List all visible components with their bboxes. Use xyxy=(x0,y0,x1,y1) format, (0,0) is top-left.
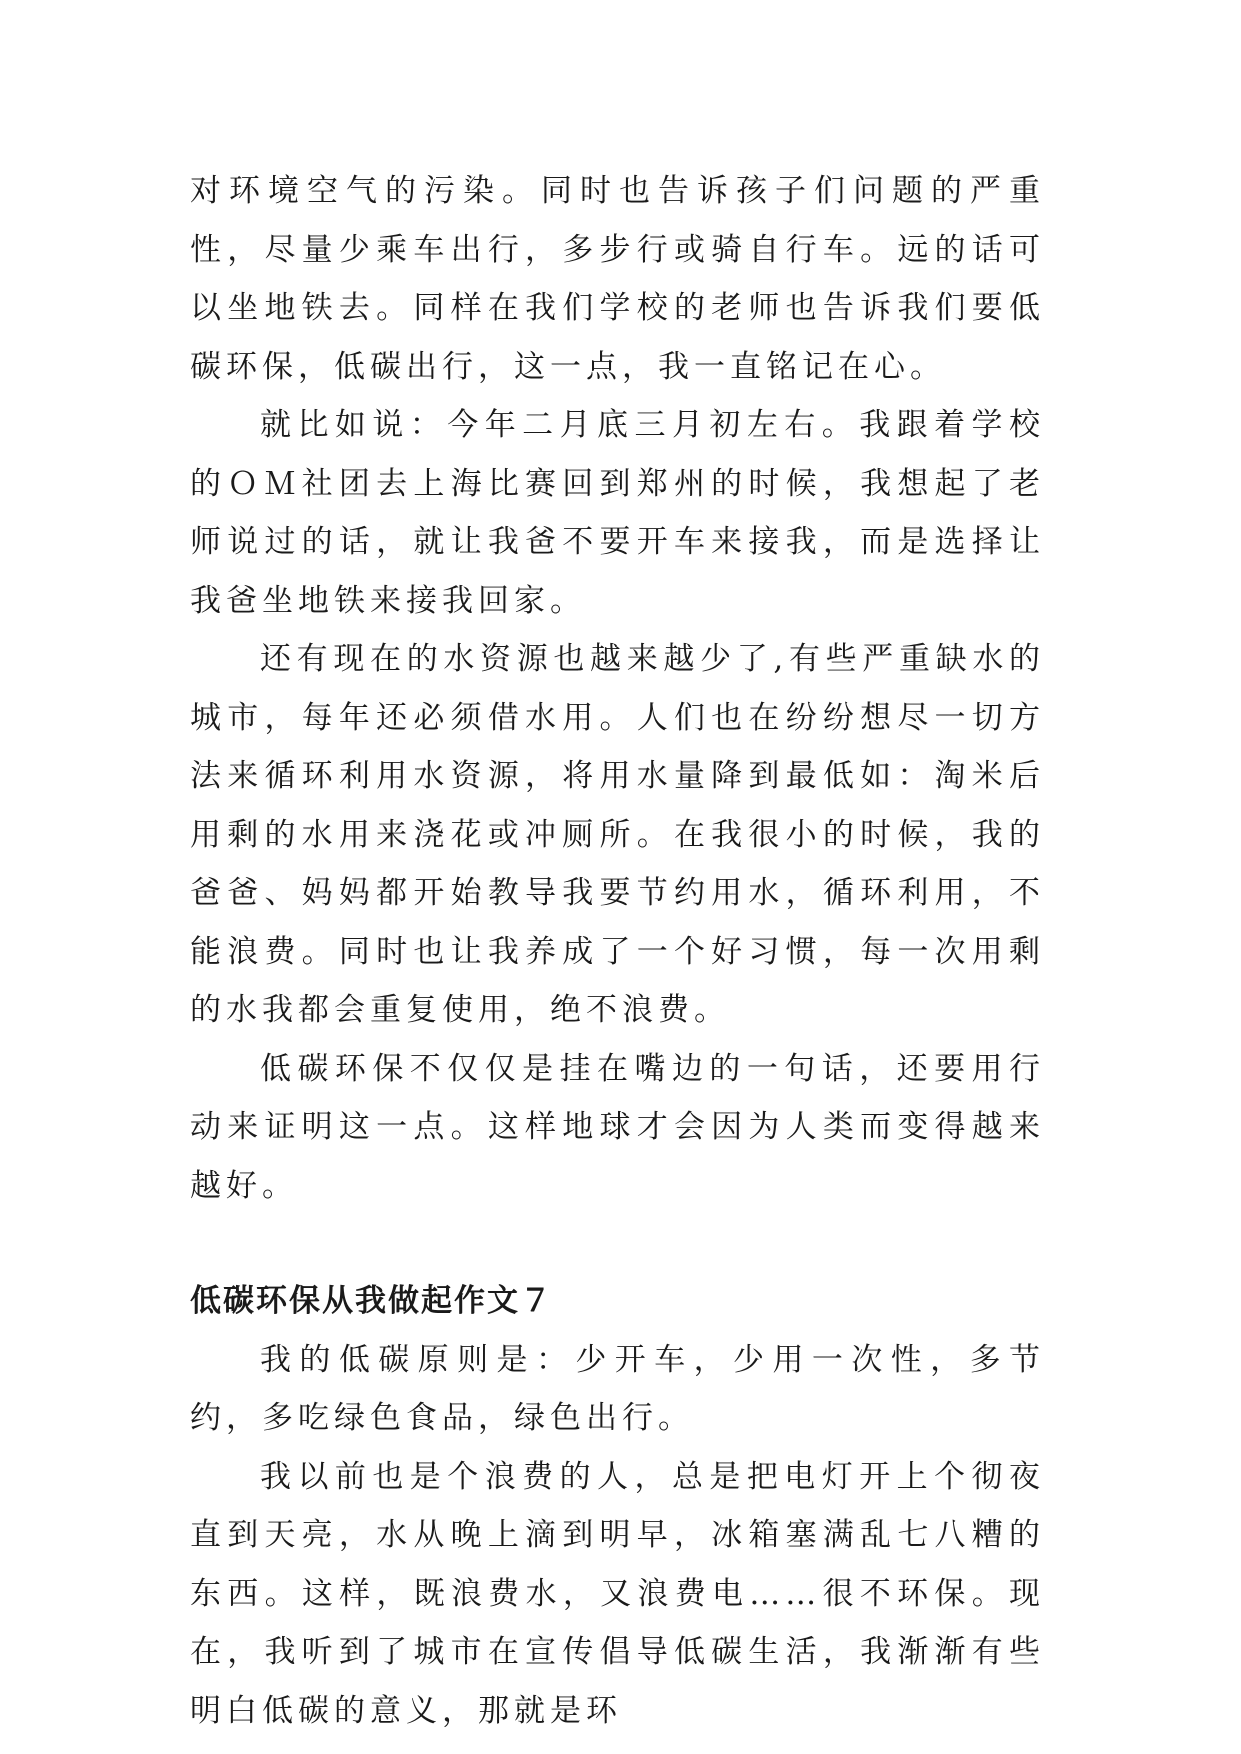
paragraph-4: 低碳环保不仅仅是挂在嘴边的一句话，还要用行动来证明这一点。这样地球才会因为人类而变得越来越好。 xyxy=(190,1050,1045,1204)
paragraph-2: 就比如说：今年二月底三月初左右。我跟着学校的ＯＭ社团去上海比赛回到郑州的时候，我想起了老师说过的话，就让我爸不要开车来接我，而是选择让我爸坐地铁来接我回家。 xyxy=(190,407,1045,619)
paragraph-6: 我以前也是个浪费的人，总是把电灯开上个彻夜直到天亮，水从晚上滴到明早，冰箱塞满乱七八糟的东西。这样，既浪费水，又浪费电……很不环保。现在，我听到了城市在宣传倡导低碳生活，我渐渐有些明白低碳的意义，那就是环 xyxy=(190,1458,1045,1729)
paragraph-3: 还有现在的水资源也越来越少了,有些严重缺水的城市，每年还必须借水用。人们也在纷纷想尽一切方法来循环利用水资源，将用水量降到最低如：淘米后用剩的水用来浇花或冲厕所。在我很小的时候，我的爸爸、妈妈都开始教导我要节约用水，循环利用，不能浪费。同时也让我养成了一个好习惯，每一次用剩的水我都会重复使用，绝不浪费。 xyxy=(190,641,1045,1028)
paragraph-5: 我的低碳原则是：少开车，少用一次性，多节约，多吃绿色食品，绿色出行。 xyxy=(190,1341,1045,1436)
document-body xyxy=(190,162,1045,1740)
paragraph-1: 对环境空气的污染。同时也告诉孩子们问题的严重性，尽量少乘车出行，多步行或骑自行车。远的话可以坐地铁去。同样在我们学校的老师也告诉我们要低碳环保，低碳出行，这一点，我一直铭记在心。 xyxy=(190,173,1045,385)
section-title: 低碳环保从我做起作文７ xyxy=(190,1283,553,1319)
